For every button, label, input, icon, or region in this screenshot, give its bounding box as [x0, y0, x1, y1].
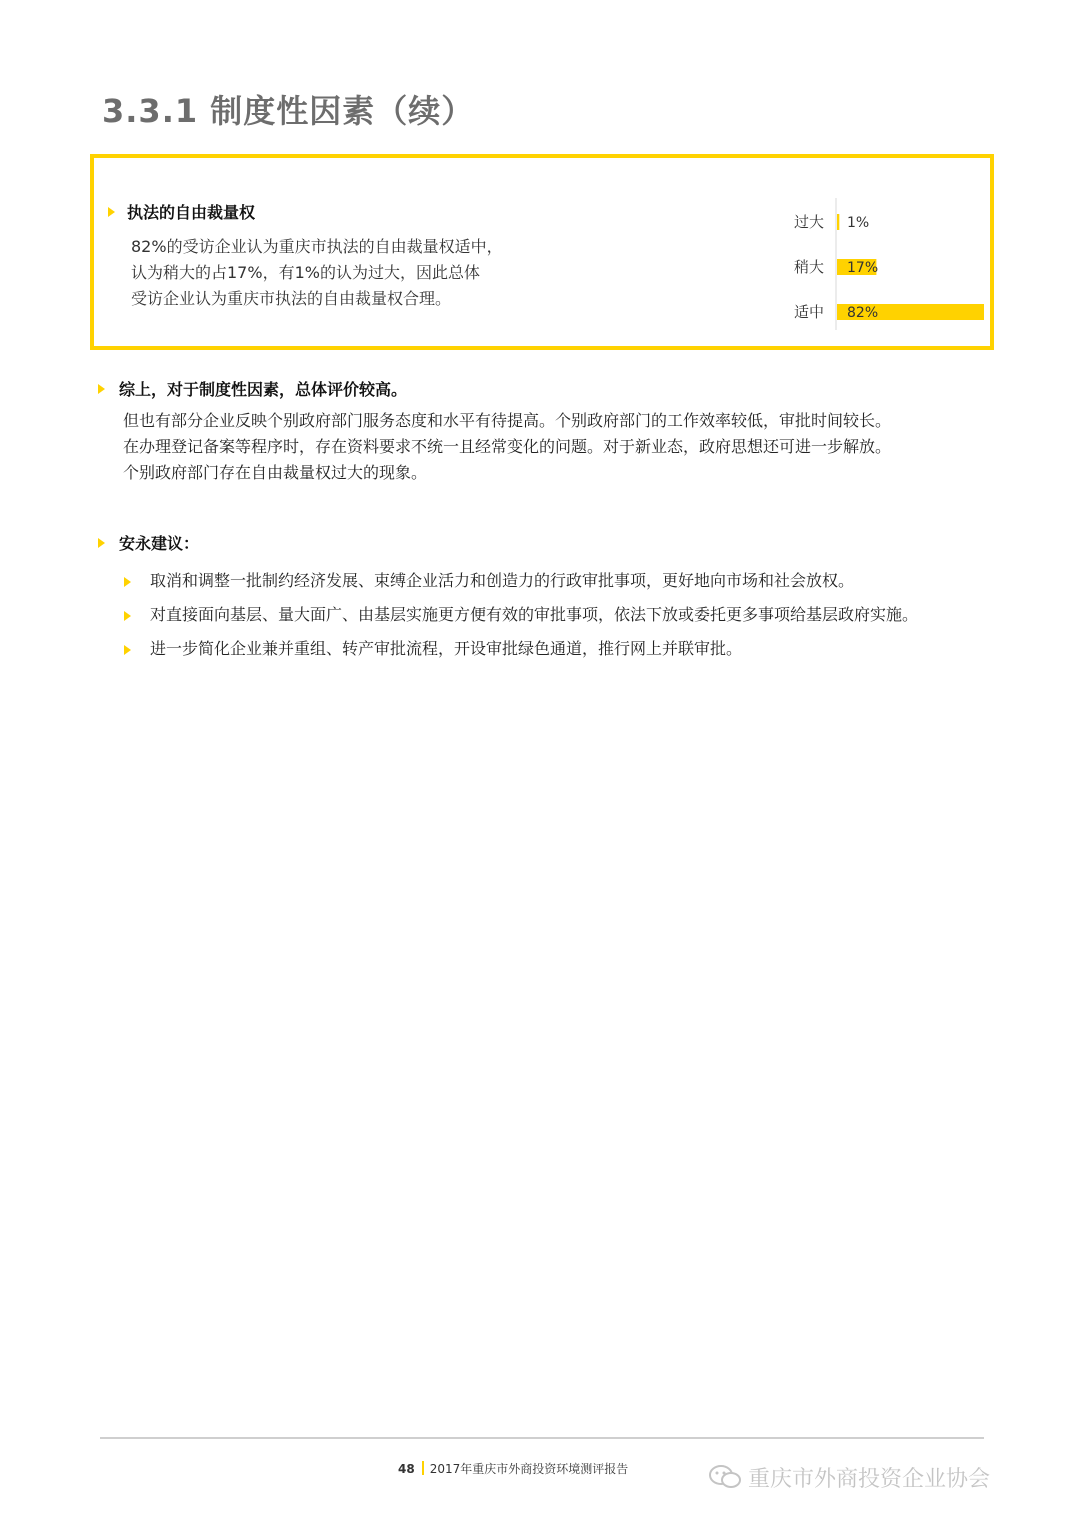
discretion-bar-chart — [684, 194, 984, 334]
summary-line: 在办理登记备案等程序时，存在资料要求不统一且经常变化的问题。对于新业态，政府思想还可进一步解放。 — [123, 437, 892, 456]
chart-category-label: 稍大 — [793, 258, 824, 276]
chart-value-label: 17% — [847, 260, 879, 276]
summary-paragraph — [123, 408, 891, 486]
watermark — [708, 1462, 990, 1496]
chart-category-label: 适中 — [793, 303, 824, 321]
page-footer — [398, 1460, 628, 1477]
chart-svg — [684, 194, 984, 334]
summary-line: 但也有部分企业反映个别政府部门服务态度和水平有待提高。个别政府部门的工作效率较低，审批时间较长。 — [123, 411, 892, 430]
chart-value-label: 82% — [847, 305, 879, 321]
list-item-text: 取消和调整一批制约经济发展、束缚企业活力和创造力的行政审批事项，更好地向市场和社会放权。 — [150, 571, 855, 590]
list-item — [123, 636, 1010, 662]
summary-heading-row — [98, 377, 891, 400]
summary-section — [98, 377, 891, 486]
bullet-arrow-icon — [98, 384, 105, 394]
recommendations-section — [98, 531, 1010, 670]
recommendations-heading: 安永建议： — [119, 534, 200, 553]
report-title: 2017年重庆市外商投资环境测评报告 — [429, 1462, 629, 1476]
highlight-line: 认为稍大的占17%，有1%的认为过大，因此总体 — [131, 263, 480, 282]
recommendations-list — [123, 568, 1010, 662]
bullet-arrow-icon — [108, 207, 115, 217]
highlight-line: 82%的受访企业认为重庆市执法的自由裁量权适中， — [131, 237, 503, 256]
bullet-arrow-icon — [124, 611, 131, 621]
highlight-paragraph — [131, 234, 571, 312]
list-item — [123, 568, 1010, 594]
highlight-box — [90, 154, 994, 350]
page-title: 3.3.1 制度性因素（续） — [102, 92, 475, 130]
chart-category-label: 过大 — [793, 213, 824, 231]
bullet-arrow-icon — [124, 645, 131, 655]
list-item — [123, 602, 1010, 628]
list-item-text: 进一步简化企业兼并重组、转产审批流程，开设审批绿色通道，推行网上并联审批。 — [150, 639, 743, 658]
highlight-heading: 执法的自由裁量权 — [127, 203, 256, 222]
summary-heading: 综上，对于制度性因素，总体评价较高。 — [119, 380, 408, 399]
wechat-icon — [708, 1464, 742, 1496]
chart-value-label: 1% — [847, 215, 870, 231]
list-item-text: 对直接面向基层、量大面广、由基层实施更方便有效的审批事项，依法下放或委托更多事项给基层政府实施。 — [150, 605, 919, 624]
highlight-line: 受访企业认为重庆市执法的自由裁量权合理。 — [131, 289, 452, 308]
chart-bar — [837, 214, 839, 230]
footer-divider — [100, 1437, 984, 1439]
bullet-arrow-icon — [124, 577, 131, 587]
summary-line: 个别政府部门存在自由裁量权过大的现象。 — [123, 463, 428, 482]
page-number: 48 — [398, 1462, 415, 1476]
highlight-heading-row — [108, 200, 255, 223]
recommendations-heading-row — [98, 531, 1010, 554]
watermark-text: 重庆市外商投资企业协会 — [748, 1467, 991, 1492]
footer-separator — [422, 1461, 424, 1475]
bullet-arrow-icon — [98, 538, 105, 548]
